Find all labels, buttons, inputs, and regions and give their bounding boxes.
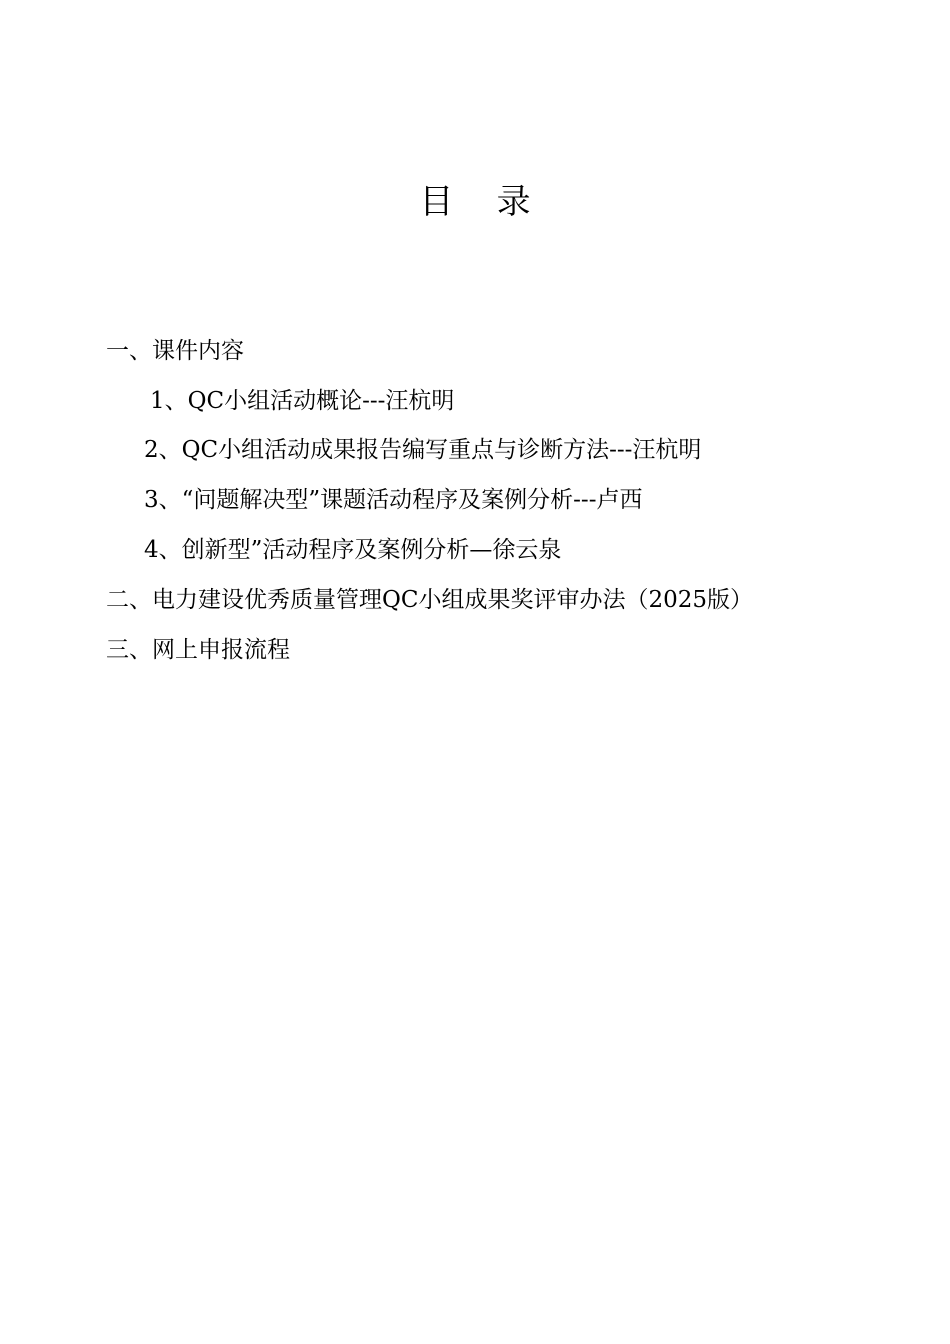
- toc-subentry-3: 3、“问题解决型”课题活动程序及案例分析---卢西: [144, 487, 643, 513]
- toc-subentry-1: 1、QC小组活动概论---汪杭明: [150, 388, 455, 414]
- toc-entry-evaluation-method: 二、电力建设优秀质量管理QC小组成果奖评审办法（2025版）: [106, 587, 753, 613]
- toc-subentry-4: 4、创新型”活动程序及案例分析—徐云泉: [144, 537, 562, 563]
- toc-entry-online-application: 三、网上申报流程: [106, 637, 290, 663]
- page-title: 目 录: [419, 182, 531, 222]
- toc-entry-courseware: 一、课件内容: [106, 338, 244, 364]
- toc-subentry-2: 2、QC小组活动成果报告编写重点与诊断方法---汪杭明: [144, 437, 702, 463]
